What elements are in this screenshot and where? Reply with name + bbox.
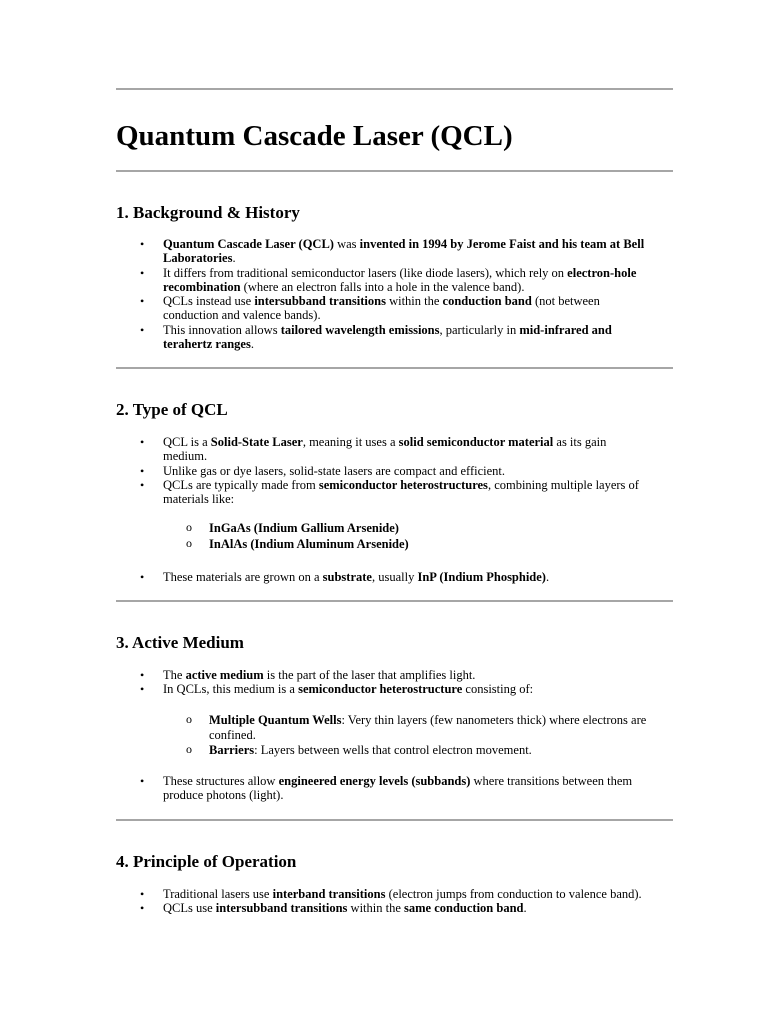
bold-text: substrate — [322, 570, 372, 584]
list-item: • These materials are grown on a substrate, usually InP (Indium Phosphide). — [140, 570, 550, 584]
bullet-icon: • — [140, 477, 145, 492]
bullet-icon: • — [140, 294, 145, 309]
section-heading-background: 1. Background & History — [116, 203, 300, 222]
section-heading-principle: 4. Principle of Operation — [116, 852, 297, 871]
bold-text: Barriers — [209, 743, 255, 758]
section-1-list — [140, 237, 653, 352]
bold-text: intersubband transitions — [215, 901, 348, 916]
bullet-icon: • — [140, 265, 145, 280]
sub-bullet-icon: o — [186, 742, 192, 757]
sub-list-item — [186, 520, 657, 536]
divider-2 — [116, 600, 673, 602]
list-item: • QCLs use intersubband transitions within the same conduction band. — [140, 901, 527, 916]
bullet-icon: • — [140, 887, 145, 901]
list-item: • It differs from traditional semiconductor lasers (like diode lasers), which rely on electron-hole recombination (where an electron falls into a hole in the valence band). — [140, 265, 637, 294]
bold-text: conduction band — [442, 294, 532, 309]
bold-text: intersubband transitions — [254, 294, 386, 309]
bold-text: invented in 1994 by Jerome Faist and his team at Bell Laboratories — [163, 237, 645, 266]
list-item: • Traditional lasers use interband transitions (electron jumps from conduction to valence band). — [140, 887, 642, 901]
page-title: Quantum Cascade Laser (QCL) — [116, 120, 513, 152]
section-heading-active-medium: 3. Active Medium — [116, 633, 244, 652]
bullet-icon: • — [140, 682, 145, 697]
bold-text: InGaAs (Indium Gallium Arsenide) — [209, 521, 399, 535]
section-2-after-list — [140, 570, 653, 584]
section-2-sublist — [186, 520, 657, 552]
bullet-icon: • — [140, 435, 145, 449]
divider-top — [116, 88, 673, 90]
list-item: • In QCLs, this medium is a semiconductor heterostructure consisting of: — [140, 682, 534, 697]
sub-bullet-icon: o — [186, 520, 192, 534]
bold-text: semiconductor heterostructure — [298, 682, 463, 697]
section-3-list — [140, 668, 653, 697]
bold-text: electron-hole recombination — [163, 265, 637, 294]
bold-text: mid-infrared and terahertz ranges — [163, 322, 612, 352]
bold-text: InP (Indium Phosphide) — [417, 570, 546, 584]
section-2-list — [140, 435, 653, 507]
list-item: • Unlike gas or dye lasers, solid-state lasers are compact and efficient. — [140, 463, 506, 478]
section-4-list — [140, 887, 653, 916]
bold-text: active medium — [185, 668, 264, 682]
bold-text: engineered energy levels (subbands) — [278, 774, 471, 788]
section-3-sublist — [186, 712, 657, 759]
bullet-icon: • — [140, 237, 145, 251]
list-item: • Quantum Cascade Laser (QCL) was invented in 1994 by Jerome Faist and his team at Bell Laboratories. — [140, 237, 645, 266]
bullet-icon: • — [140, 463, 145, 478]
sub-list-item: o Multiple Quantum Wells: Very thin layers (few nanometers thick) where electrons are confined. — [186, 712, 647, 742]
bold-text: tailored wavelength emissions — [280, 322, 440, 337]
sub-list-item — [186, 535, 657, 552]
bold-text: Multiple Quantum Wells — [209, 713, 342, 727]
bold-text: solid semiconductor material — [398, 435, 554, 449]
divider-1 — [116, 367, 673, 369]
bold-text: Solid-State Laser — [210, 435, 303, 449]
bold-text: semiconductor heterostructures — [318, 477, 488, 492]
list-item: • This innovation allows tailored wavelength emissions, particularly in mid-infrared and terahertz ranges. — [140, 322, 612, 352]
bullet-icon: • — [140, 668, 145, 682]
section-3-after-list — [140, 774, 653, 803]
list-item: • These structures allow engineered energy levels (subbands) where transitions between them produce photons (light). — [140, 774, 633, 803]
bold-text: InAlAs (Indium Aluminum Arsenide) — [209, 536, 409, 551]
bold-text: same conduction band — [404, 901, 524, 916]
sub-bullet-icon: o — [186, 712, 192, 726]
bullet-icon: • — [140, 901, 145, 916]
list-item: • QCLs instead use intersubband transitions within the conduction band (not between conduction and valence bands). — [140, 294, 600, 323]
list-item: • The active medium is the part of the laser that amplifies light. — [140, 668, 476, 682]
section-heading-type: 2. Type of QCL — [116, 400, 228, 419]
bullet-icon: • — [140, 570, 145, 584]
divider-3 — [116, 819, 673, 821]
bullet-icon: • — [140, 774, 145, 788]
sub-list-item: o Barriers: Layers between wells that control electron movement. — [186, 742, 532, 758]
bold-text: interband transitions — [272, 887, 386, 901]
list-item: • QCLs are typically made from semiconductor heterostructures, combining multiple layers of materials like: — [140, 477, 639, 507]
bullet-icon: • — [140, 322, 145, 337]
sub-bullet-icon: o — [186, 535, 192, 550]
list-item: • QCL is a Solid-State Laser, meaning it uses a solid semiconductor material as its gain medium. — [140, 435, 607, 464]
divider-title — [116, 170, 673, 172]
bold-text: Quantum Cascade Laser (QCL) — [163, 237, 334, 251]
